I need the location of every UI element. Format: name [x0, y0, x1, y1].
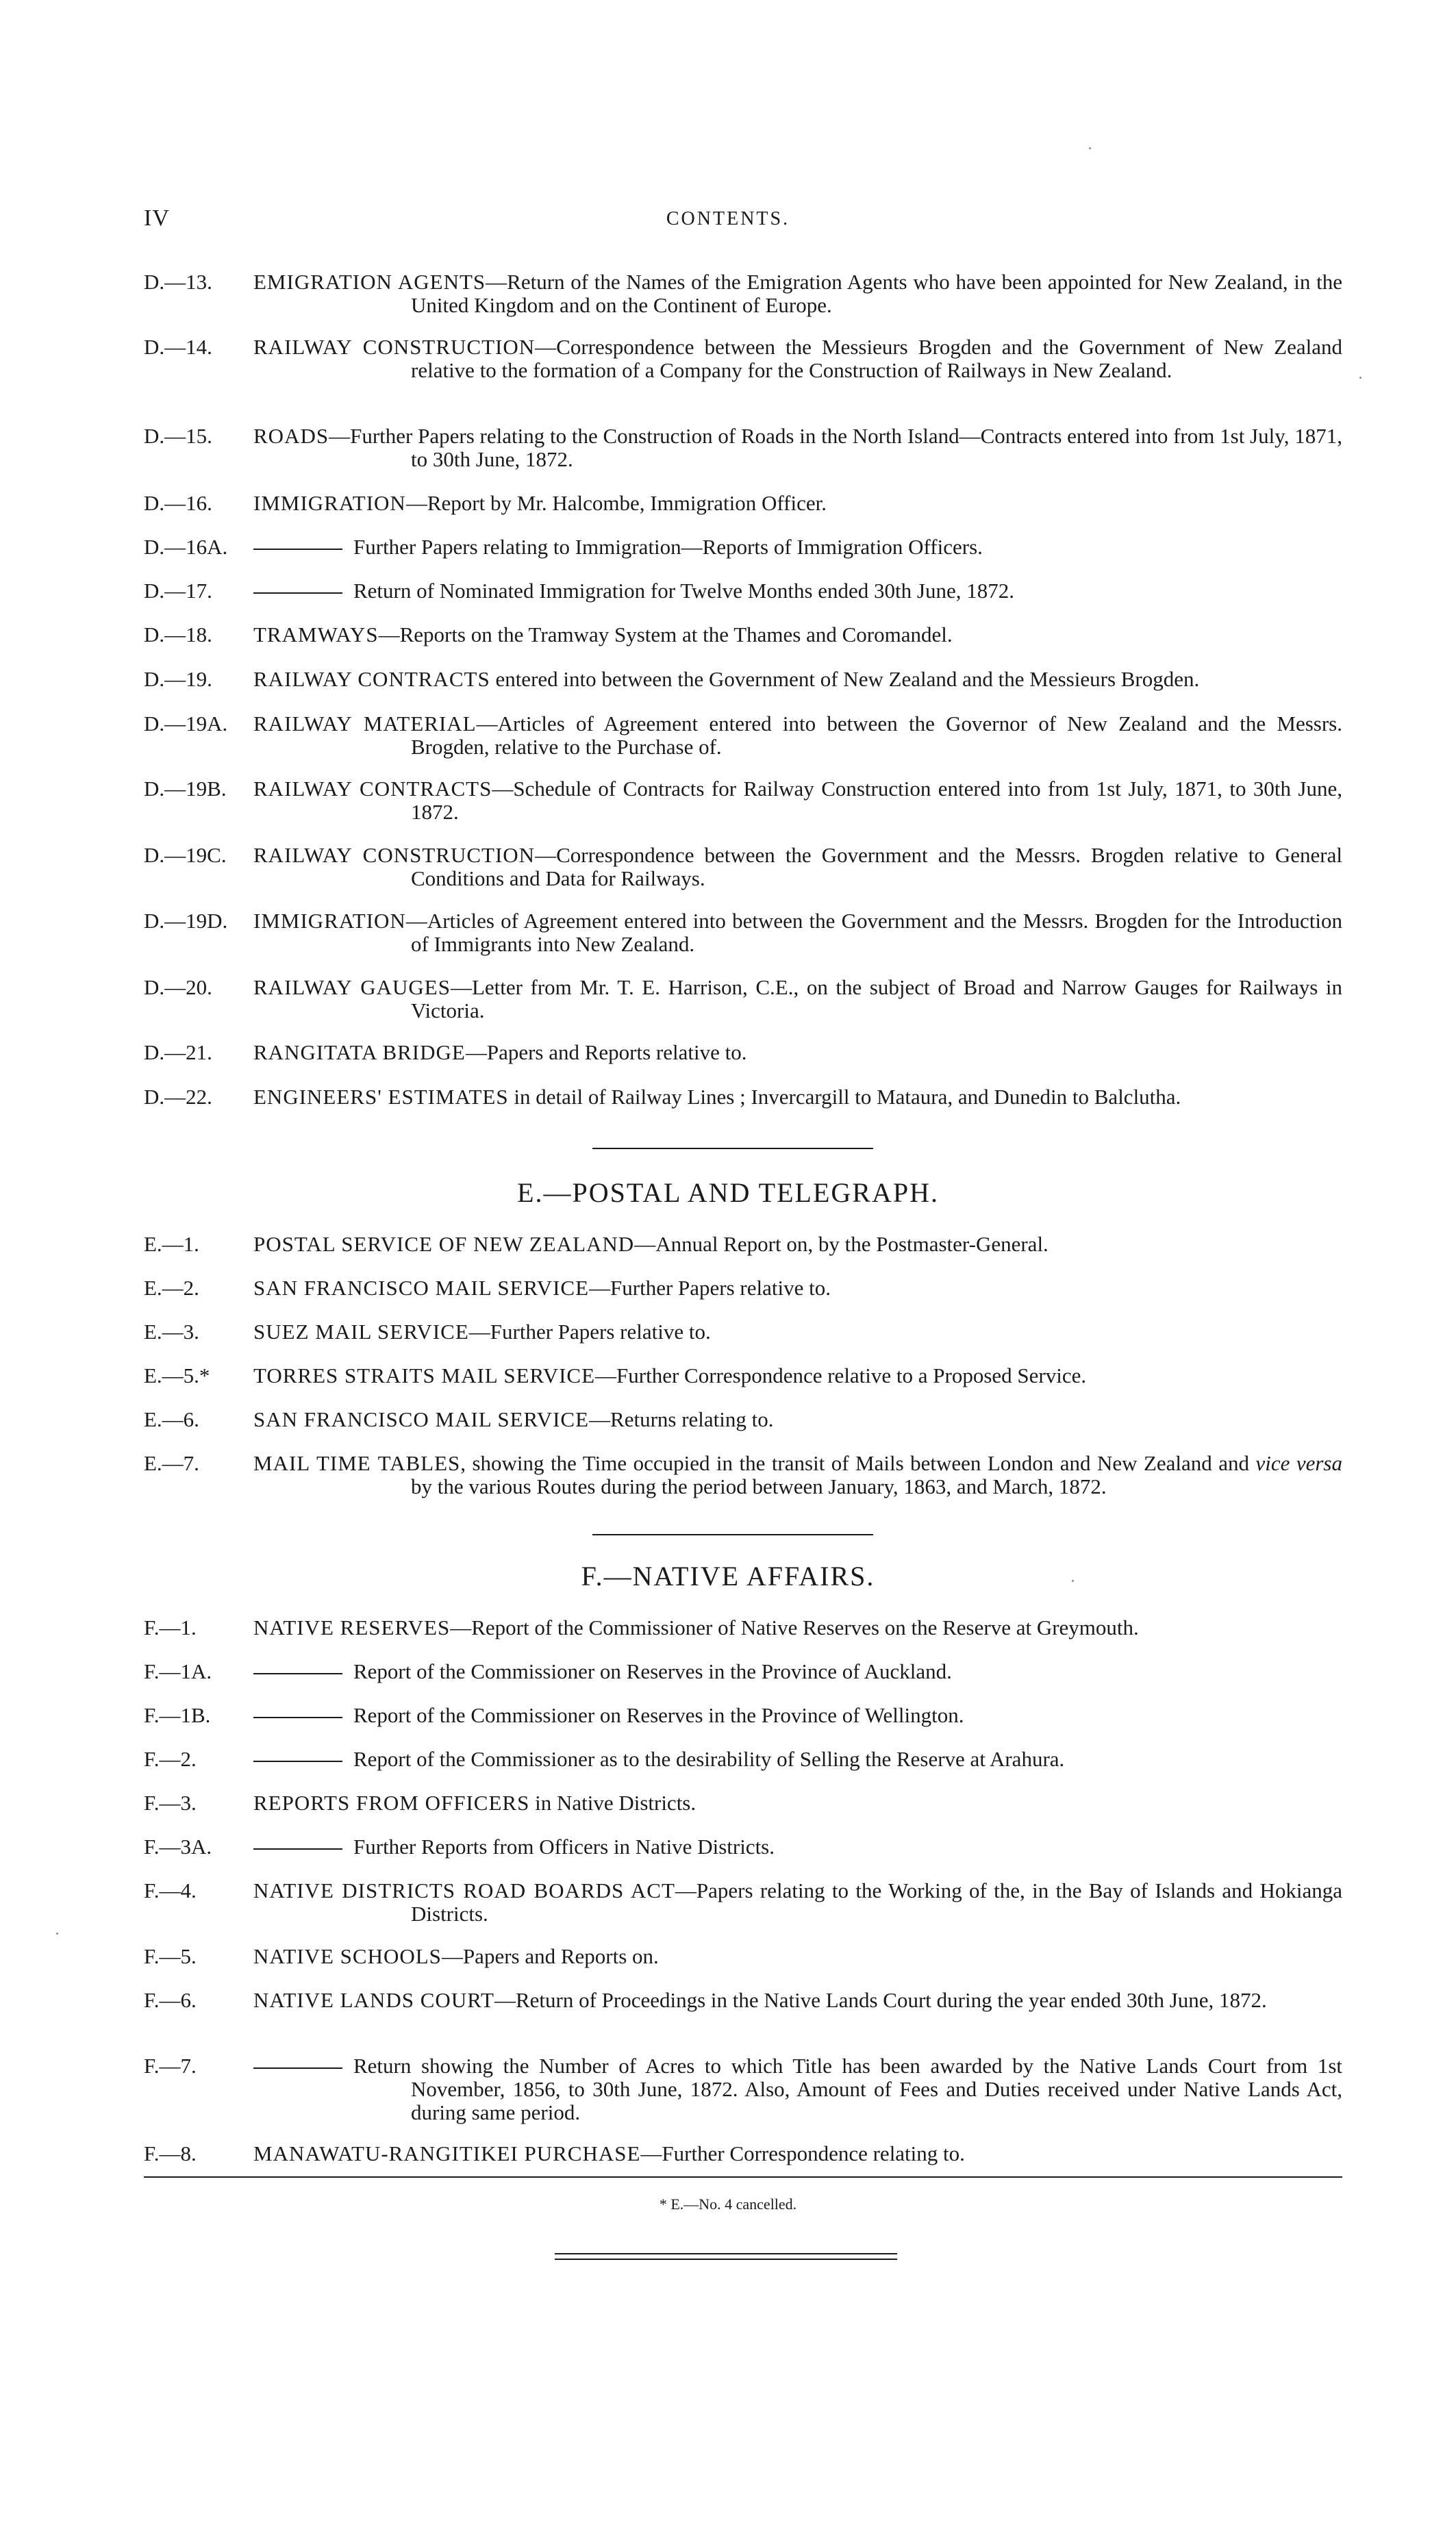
entry-code: E.—6.	[144, 1407, 199, 1431]
entry-title: REPORTS FROM OFFICERS	[253, 1791, 530, 1815]
ditto-dash	[253, 1761, 342, 1762]
end-rule-bottom	[555, 2259, 897, 2260]
entry-code: D.—15.	[144, 424, 212, 448]
entry-code: D.—20.	[144, 975, 212, 999]
paper-speck	[1359, 377, 1361, 379]
entry-title: SAN FRANCISCO MAIL SERVICE	[253, 1407, 590, 1431]
entry-title: MAIL TIME TABLES	[253, 1451, 461, 1475]
entry-description: —Papers and Reports relative to.	[465, 1040, 747, 1064]
entry-description: , showing the Time occupied in the transit of Mails between London and New Zealand and	[460, 1451, 1256, 1475]
entry-code: D.—16A.	[144, 535, 228, 559]
entry-code: D.—19C.	[144, 843, 227, 867]
entry-description: Report of the Commissioner on Reserves in the Province of Auckland.	[353, 1659, 952, 1683]
ditto-dash	[253, 1673, 342, 1674]
entry-title: ENGINEERS' ESTIMATES	[253, 1085, 509, 1109]
entry-description: —Further Papers relating to the Construction of Roads in the North Island—Contracts entered into from 1st July, 1871, to 30th June, 1872.	[329, 424, 1342, 471]
entry-code: F.—5.	[144, 1944, 197, 1968]
entry-description: Return of Nominated Immigration for Twelve Months ended 30th June, 1872.	[353, 579, 1014, 603]
entry-description: —Further Correspondence relating to.	[640, 2141, 965, 2165]
entry-title: TRAMWAYS	[253, 623, 379, 646]
entry-description-italic: vice versa	[1255, 1451, 1342, 1475]
entry-title: EMIGRATION AGENTS	[253, 270, 486, 294]
entry-title: IMMIGRATION	[253, 909, 406, 933]
entry-code: E.—5.*	[144, 1363, 210, 1387]
entry-description: Report of the Commissioner on Reserves in the Province of Wellington.	[353, 1703, 964, 1727]
entry-description: —Returns relating to.	[589, 1407, 774, 1431]
entry-title: RAILWAY GAUGES	[253, 975, 451, 999]
entry-code: F.—2.	[144, 1747, 197, 1771]
entry-code: D.—19B.	[144, 777, 227, 801]
entry-title: SUEZ MAIL SERVICE	[253, 1320, 469, 1344]
entry-description: —Letter from Mr. T. E. Harrison, C.E., on the subject of Broad and Narrow Gauges for Railways in Victoria.	[411, 975, 1342, 1022]
entry-description: Report of the Commissioner as to the desirability of Selling the Reserve at Arahura.	[353, 1747, 1065, 1771]
entry-code: F.—8.	[144, 2141, 197, 2165]
page-number: IV	[144, 205, 170, 231]
entry-description: in detail of Railway Lines ; Invercargill to Mataura, and Dunedin to Balclutha.	[508, 1085, 1181, 1109]
end-rule-top	[555, 2253, 897, 2254]
entry-title: IMMIGRATION	[253, 491, 406, 515]
entry-description: —Further Papers relative to.	[589, 1276, 831, 1300]
ditto-dash	[253, 2067, 342, 2069]
running-title: CONTENTS.	[666, 208, 790, 229]
footnote-rule	[144, 2176, 1342, 2178]
ditto-dash	[253, 1717, 342, 1718]
entry-description: —Report by Mr. Halcombe, Immigration Officer.	[405, 491, 827, 515]
entry-description: —Further Papers relative to.	[468, 1320, 711, 1344]
ditto-dash	[253, 1848, 342, 1850]
entry-code: D.—18.	[144, 623, 212, 646]
entry-title: RAILWAY CONSTRUCTION	[253, 335, 536, 359]
entry-title: RANGITATA BRIDGE	[253, 1040, 466, 1064]
paper-speck	[1072, 1580, 1074, 1582]
entry-code: F.—6.	[144, 1988, 197, 2012]
paper-speck	[56, 1933, 58, 1935]
entry-title: ROADS	[253, 424, 329, 448]
entry-code: D.—21.	[144, 1040, 212, 1064]
entry-description: —Report of the Commissioner of Native Reserves on the Reserve at Greymouth.	[450, 1615, 1139, 1639]
ditto-dash	[253, 549, 342, 550]
footnote: * E.—No. 4 cancelled.	[659, 2196, 797, 2213]
entry-title: RAILWAY CONSTRUCTION	[253, 843, 536, 867]
page-header	[0, 205, 1456, 247]
entry-code: D.—19D.	[144, 909, 228, 933]
section-divider	[592, 1534, 873, 1535]
entry-code: E.—1.	[144, 1232, 199, 1256]
section-divider	[592, 1148, 873, 1149]
ditto-dash	[253, 592, 342, 594]
entry-title: NATIVE DISTRICTS ROAD BOARDS ACT	[253, 1878, 675, 1902]
entry-description: —Correspondence between the Government and the Messrs. Brogden relative to General Conditions and Data for Railways.	[411, 843, 1342, 890]
entry-code: F.—7.	[144, 2054, 197, 2078]
entry-code: D.—19.	[144, 667, 212, 691]
entry-title: TORRES STRAITS MAIL SERVICE	[253, 1363, 596, 1387]
entry-title: NATIVE RESERVES	[253, 1615, 451, 1639]
entry-code: F.—3.	[144, 1791, 197, 1815]
entry-description: —Correspondence between the Messieurs Brogden and the Government of New Zealand relative to the formation of a Company for the Construction of Railways in New Zealand.	[411, 335, 1342, 382]
entry-title: SAN FRANCISCO MAIL SERVICE	[253, 1276, 590, 1300]
section-heading-e: E.—POSTAL AND TELEGRAPH.	[517, 1177, 939, 1208]
entry-title: RAILWAY CONTRACTS	[253, 777, 492, 801]
entry-description: in Native Districts.	[529, 1791, 696, 1815]
entry-title: POSTAL SERVICE OF NEW ZEALAND	[253, 1232, 635, 1256]
entry-code: F.—3A.	[144, 1835, 212, 1859]
entry-title: RAILWAY MATERIAL	[253, 712, 477, 735]
entry-description: —Articles of Agreement entered into between the Government and the Messrs. Brogden for the Introduction of Immigrants into New Zealand.	[405, 909, 1342, 956]
entry-code: D.—13.	[144, 270, 212, 294]
entry-description: —Schedule of Contracts for Railway Construction entered into from 1st July, 1871, to 30th June, 1872.	[411, 777, 1342, 824]
entry-code: F.—1B.	[144, 1703, 211, 1727]
entry-description: —Return of Proceedings in the Native Lands Court during the year ended 30th June, 1872.	[494, 1988, 1267, 2012]
entry-description: —Further Correspondence relative to a Proposed Service.	[595, 1363, 1087, 1387]
paper-speck	[1089, 147, 1091, 149]
entry-description: Further Reports from Officers in Native Districts.	[353, 1835, 775, 1859]
entry-description: by the various Routes during the period between January, 1863, and March, 1872.	[411, 1474, 1107, 1498]
entry-description: Further Papers relating to Immigration—Reports of Immigration Officers.	[353, 535, 983, 559]
entry-title: RAILWAY CONTRACTS	[253, 667, 490, 691]
entry-title: NATIVE SCHOOLS	[253, 1944, 442, 1968]
entry-code: F.—4.	[144, 1878, 197, 1902]
entry-description: —Articles of Agreement entered into between the Governor of New Zealand and the Messrs. Brogden, relative to the Purchase of.	[411, 712, 1342, 759]
entry-description: —Annual Report on, by the Postmaster-General.	[634, 1232, 1049, 1256]
entry-code: E.—2.	[144, 1276, 199, 1300]
entry-description: —Papers and Reports on.	[441, 1944, 659, 1968]
entry-code: E.—3.	[144, 1320, 199, 1344]
section-heading-f: F.—NATIVE AFFAIRS.	[581, 1561, 875, 1592]
entry-description: —Papers relating to the Working of the, in the Bay of Islands and Hokianga Districts.	[411, 1878, 1342, 1926]
entry-title: MANAWATU-RANGITIKEI PURCHASE	[253, 2141, 641, 2165]
entry-code: D.—17.	[144, 579, 212, 603]
entry-code: F.—1.	[144, 1615, 197, 1639]
entry-code: D.—14.	[144, 335, 212, 359]
entry-code: F.—1A.	[144, 1659, 212, 1683]
entry-title: NATIVE LANDS COURT	[253, 1988, 494, 2012]
entry-code: E.—7.	[144, 1451, 199, 1475]
entry-description: Return showing the Number of Acres to which Title has been awarded by the Native Lands Court from 1st November, 1856, to 30th June, 1872. Also, Amount of Fees and Duties received under Native Lands Act, during same period.	[353, 2054, 1342, 2124]
entry-description: —Reports on the Tramway System at the Thames and Coromandel.	[378, 623, 953, 646]
entry-description: entered into between the Government of New Zealand and the Messieurs Brogden.	[490, 667, 1200, 691]
entry-code: D.—16.	[144, 491, 212, 515]
entry-code: D.—22.	[144, 1085, 212, 1109]
entry-description: —Return of the Names of the Emigration Agents who have been appointed for New Zealand, in the United Kingdom and on the Continent of Europe.	[411, 270, 1342, 317]
entry-code: D.—19A.	[144, 712, 228, 735]
